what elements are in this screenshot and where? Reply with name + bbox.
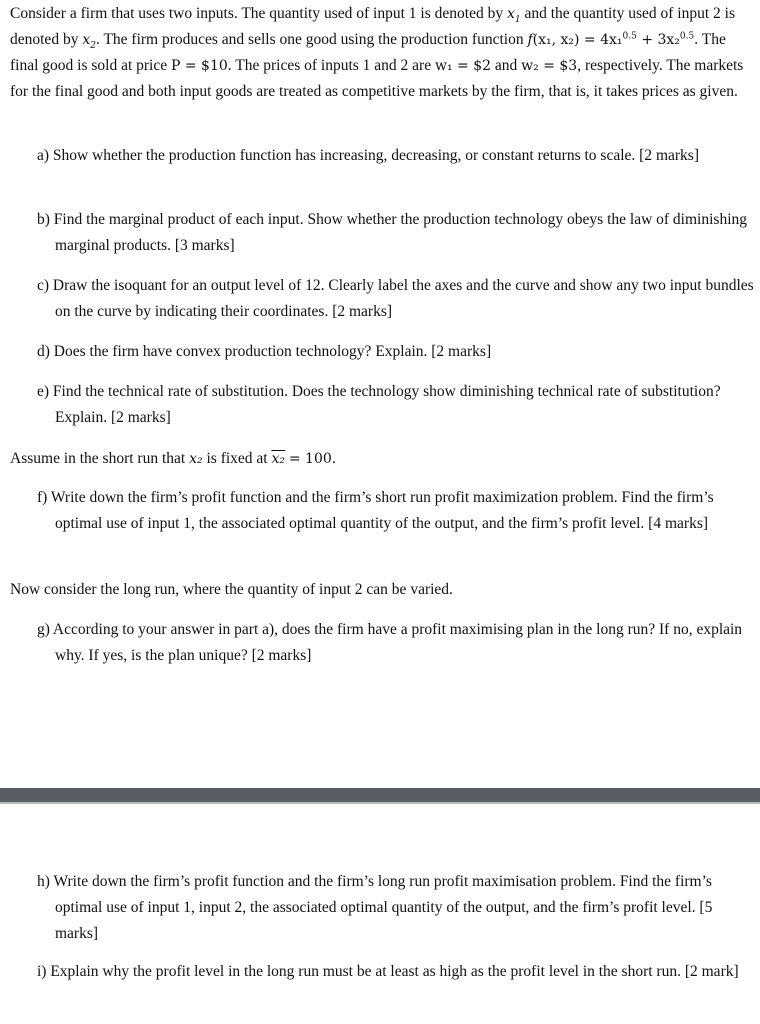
short-run-assumption: Assume in the short run that x₂ is fixed at x₂ = 100.	[10, 450, 337, 467]
question-b: b) Find the marginal product of each input. Show whether the production technology obeys the law of diminishing marginal products. [3 marks]	[37, 211, 747, 254]
question-f: f) Write down the firm’s profit function and the firm’s short run profit maximization problem. Find the firm’s optimal use of input 1, the associated optimal quantity of the output, and the firm’s profit level. [4 marks]	[37, 489, 714, 532]
question-h: h) Write down the firm’s profit function and the firm’s long run profit maximisation problem. Find the firm’s optimal use of input 1, input 2, the associated optimal quantity of the output, and the firm’s profit level. [5 marks]	[37, 873, 713, 942]
question-g: g) According to your answer in part a), does the firm have a profit maximising plan in the long run? If no, explain why. If yes, is the plan unique? [2 marks]	[37, 621, 743, 664]
question-i: i) Explain why the profit level in the long run must be at least as high as the profit level in the short run. [2 mark]	[37, 963, 739, 980]
question-e: e) Find the technical rate of substitution. Does the technology show diminishing technical rate of substitution? Explain. [2 marks]	[37, 383, 721, 426]
page-divider-shadow	[0, 802, 760, 804]
intro-paragraph: Consider a firm that uses two inputs. The quantity used of input 1 is denoted by $x_1$ and the quantity used of input 2 is denoted by $x_2$. The firm produces and sells one good using the production function f(x₁, x₂) = 4x₁$^{0.5}$ + 3x₂$^{0.5}$. The final good is sold at price P = $10. The prices of inputs 1 and 2 are w₁ = $2 and w₂ = $3, respectively. The markets for the final good and both input goods are treated as competitive markets by the firm, that is, it takes prices as given.	[10, 5, 744, 100]
question-a: a) Show whether the production function has increasing, decreasing, or constant returns to scale. [2 marks]	[37, 147, 699, 164]
question-c: c) Draw the isoquant for an output level of 12. Clearly label the axes and the curve and show any two input bundles on the curve by indicating their coordinates. [2 marks]	[37, 277, 754, 320]
question-d: d) Does the firm have convex production technology? Explain. [2 marks]	[37, 343, 492, 360]
page-divider	[0, 788, 760, 802]
long-run-intro: Now consider the long run, where the quantity of input 2 can be varied.	[10, 581, 453, 598]
